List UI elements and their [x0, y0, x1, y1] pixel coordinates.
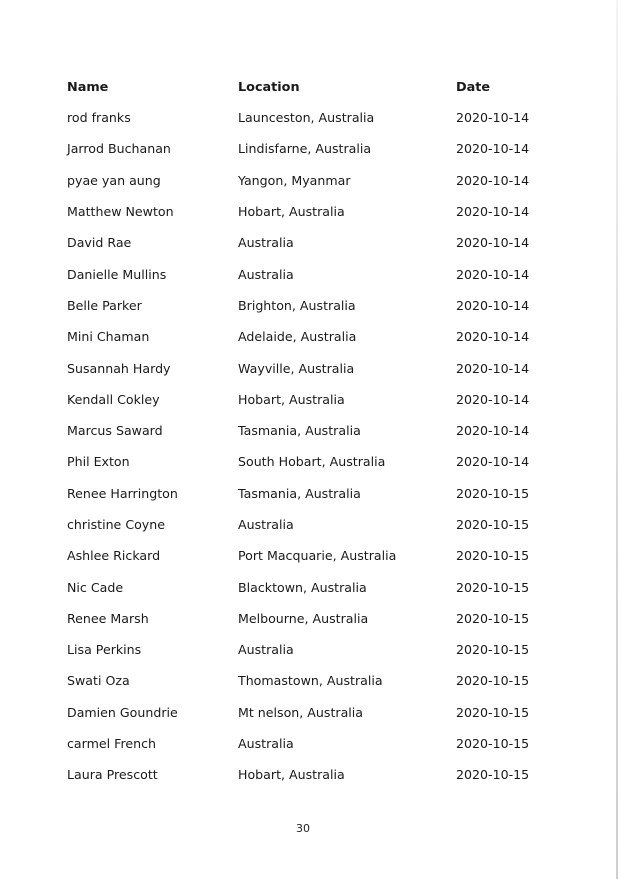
- table-row: [61, 634, 576, 665]
- table-header-row: [61, 72, 576, 102]
- table-row: [61, 258, 576, 289]
- cell-location: Lindisfarne, Australia: [238, 141, 372, 157]
- cell-date: 2020-10-15: [456, 642, 530, 658]
- cell-name: christine Coyne: [67, 517, 165, 532]
- cell-date: 2020-10-15: [456, 517, 530, 532]
- signatures-table: [61, 72, 576, 791]
- table-row: [61, 478, 576, 509]
- cell-location: Thomastown, Australia: [238, 673, 383, 689]
- table-row: [61, 509, 576, 540]
- cell-name: rod franks: [67, 110, 131, 126]
- cell-location: Blacktown, Australia: [238, 579, 367, 595]
- table-row: [61, 665, 576, 696]
- cell-date: 2020-10-14: [456, 141, 530, 157]
- table-row: [61, 196, 576, 227]
- table-row: [61, 102, 576, 133]
- cell-date: 2020-10-14: [456, 204, 530, 220]
- column-header-location: Location: [238, 79, 300, 95]
- cell-name: Belle Parker: [67, 297, 142, 313]
- cell-location: Australia: [238, 517, 294, 532]
- cell-name: pyae yan aung: [67, 172, 161, 188]
- cell-date: 2020-10-14: [456, 235, 530, 251]
- cell-name: Danielle Mullins: [67, 266, 167, 282]
- cell-location: Hobart, Australia: [238, 767, 345, 783]
- table-row: [61, 133, 576, 164]
- cell-location: South Hobart, Australia: [238, 454, 386, 470]
- cell-location: Port Macquarie, Australia: [238, 548, 397, 564]
- cell-name: Matthew Newton: [67, 204, 174, 220]
- cell-location: Mt nelson, Australia: [238, 704, 363, 720]
- cell-location: Australia: [238, 642, 294, 658]
- table-row: [61, 603, 576, 634]
- cell-date: 2020-10-14: [456, 297, 530, 313]
- cell-date: 2020-10-14: [456, 360, 530, 376]
- cell-location: Australia: [238, 736, 294, 752]
- table-row: [61, 540, 576, 571]
- cell-name: David Rae: [67, 235, 132, 251]
- cell-date: 2020-10-15: [456, 736, 530, 752]
- cell-date: 2020-10-14: [456, 391, 530, 407]
- cell-location: Hobart, Australia: [238, 204, 345, 220]
- table-row: [61, 759, 576, 790]
- cell-date: 2020-10-15: [456, 704, 530, 720]
- table-row: [61, 415, 576, 446]
- table-row: [61, 227, 576, 258]
- cell-name: Renee Harrington: [67, 485, 178, 501]
- cell-location: Australia: [238, 266, 294, 282]
- cell-name: Mini Chaman: [67, 329, 150, 345]
- table-row: [61, 352, 576, 383]
- table-row: [61, 446, 576, 477]
- cell-date: 2020-10-15: [456, 610, 530, 626]
- page-edge-shadow: [616, 0, 618, 879]
- cell-date: 2020-10-14: [456, 423, 530, 439]
- cell-location: Brighton, Australia: [238, 297, 356, 313]
- cell-name: Damien Goundrie: [67, 704, 178, 720]
- table-body: [61, 102, 576, 791]
- cell-name: Lisa Perkins: [67, 642, 142, 658]
- table-row: [61, 384, 576, 415]
- cell-name: Nic Cade: [67, 579, 124, 595]
- cell-name: Renee Marsh: [67, 610, 149, 626]
- cell-name: Susannah Hardy: [67, 360, 171, 376]
- cell-name: Ashlee Rickard: [67, 548, 161, 564]
- cell-date: 2020-10-14: [456, 172, 530, 188]
- cell-date: 2020-10-14: [456, 110, 530, 126]
- cell-name: Swati Oza: [67, 673, 130, 689]
- cell-name: Kendall Cokley: [67, 391, 160, 407]
- table-row: [61, 321, 576, 352]
- cell-location: Melbourne, Australia: [238, 610, 369, 626]
- cell-name: Laura Prescott: [67, 767, 158, 783]
- table-row: [61, 571, 576, 602]
- cell-location: Tasmania, Australia: [238, 485, 361, 501]
- cell-date: 2020-10-15: [456, 579, 530, 595]
- column-header-date: Date: [456, 79, 491, 95]
- cell-date: 2020-10-15: [456, 548, 530, 564]
- table-row: [61, 728, 576, 759]
- cell-date: 2020-10-15: [456, 767, 530, 783]
- cell-name: Phil Exton: [67, 454, 130, 470]
- cell-name: Jarrod Buchanan: [67, 141, 171, 157]
- table-row: [61, 697, 576, 728]
- cell-name: Marcus Saward: [67, 423, 163, 439]
- page-number: 30: [296, 822, 310, 835]
- cell-location: Yangon, Myanmar: [238, 172, 351, 188]
- table-row: [61, 165, 576, 196]
- table-row: [61, 290, 576, 321]
- cell-location: Australia: [238, 235, 294, 251]
- cell-date: 2020-10-14: [456, 329, 530, 345]
- cell-date: 2020-10-15: [456, 485, 530, 501]
- cell-name: carmel French: [67, 736, 156, 752]
- column-header-name: Name: [67, 79, 109, 95]
- cell-date: 2020-10-14: [456, 454, 530, 470]
- cell-location: Tasmania, Australia: [238, 423, 361, 439]
- cell-date: 2020-10-14: [456, 266, 530, 282]
- cell-location: Adelaide, Australia: [238, 329, 357, 345]
- cell-date: 2020-10-15: [456, 673, 530, 689]
- cell-location: Wayville, Australia: [238, 360, 355, 376]
- cell-location: Hobart, Australia: [238, 391, 345, 407]
- cell-location: Launceston, Australia: [238, 110, 375, 126]
